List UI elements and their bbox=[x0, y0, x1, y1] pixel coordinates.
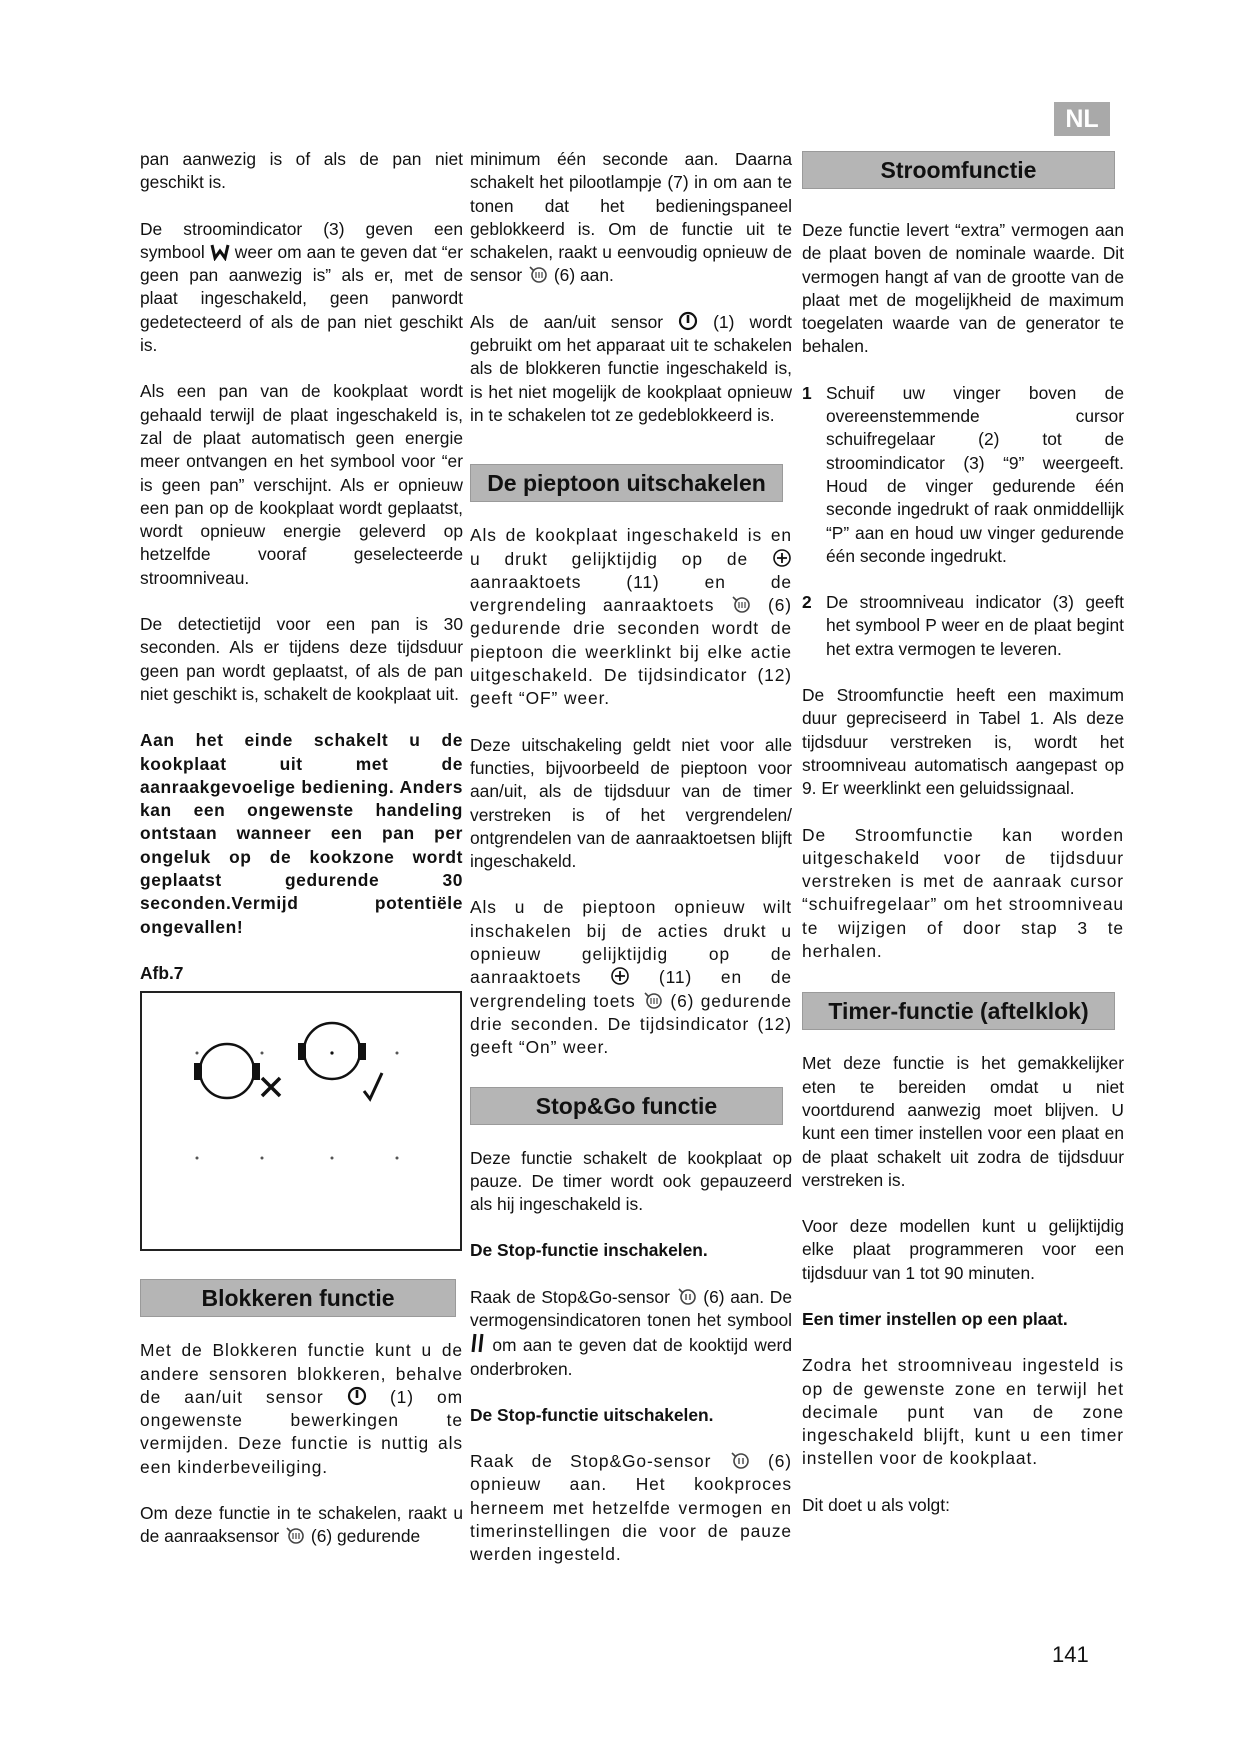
step-text: Schuif uw vinger boven de overeenstemmende cursor schuifregelaar (2) tot de stroomindicator (3) “9” weergeeft. Houd de vinger gedurende één seconde ingedrukt of raak onmiddellijk “P” aan en houd uw vinger gedurende één seconde ingedrukt. bbox=[826, 382, 1124, 566]
paragraph: De stroomindicator (3) geven een symbool weer om aan te geven dat “er geen pan aanwezig is” als er, met de plaat ingeschakeld, geen panwordt gedetecteerd of als de pan niet geschikt is. bbox=[140, 218, 463, 356]
paragraph: De detectietijd voor een pan is 30 seconden. Als er tijdens deze tijdsduur geen pan wordt geplaatst, of als de pan niet geschikt is, schakelt de kookplaat uit. bbox=[140, 614, 463, 704]
paragraph: De Stroomfunctie heeft een maximum duur gepreciseerd in Tabel 1. Als deze tijdsduur verstreken is, wordt het stroomniveau automatisch aangepast op 9. Er weerklinkt een geluidssignaal. bbox=[802, 685, 1124, 799]
lock-key-icon bbox=[730, 594, 752, 614]
paragraph: Om deze functie in te schakelen, raakt u de aanraaksensor (6) gedurende bbox=[140, 1502, 463, 1547]
subheading: Een timer instellen op een plaat. bbox=[802, 1308, 1068, 1329]
paragraph: Zodra het stroomniveau ingesteld is op de gewenste zone en terwijl het decimale punt van de zone ingeschakeld blijft, kunt u een timer instellen voor de kookplaat. bbox=[802, 1355, 1124, 1469]
paragraph: Deze functie schakelt de kookplaat op pauze. De timer wordt ook gepauzeerd als hij ingeschakeld is. bbox=[470, 1147, 792, 1215]
warning-paragraph: Aan het einde schakelt u de kookplaat uit met de aanraakgevoelige bediening. Anders kan een ongewenste handeling ontstaan wanneer een pan per ongeluk op de kookzone wordt geplaatst gedurende 30 seconden.Vermijd potentiële ongevallen! bbox=[140, 730, 463, 937]
paragraph: Als een pan van de kookplaat wordt gehaald terwijl de plaat ingeschakeld is, zal de plaat automatisch geen energie meer ontvangen en het symbool voor “er is geen pan” verschijnt. Als er opnieuw een pan op de kookplaat wordt geplaatst, wordt opnieuw energie geleverd op hetzelfde vooraf geselecteerde stroomniveau. bbox=[140, 381, 463, 588]
column-middle bbox=[470, 148, 792, 1590]
cross-icon bbox=[262, 1078, 280, 1096]
language-badge: NL bbox=[1054, 102, 1110, 136]
pause-symbol-icon bbox=[470, 1332, 486, 1354]
stop-go-icon bbox=[676, 1286, 698, 1306]
step-number: 2 bbox=[802, 592, 812, 613]
column-left bbox=[140, 148, 463, 1572]
paragraph: Dit doet u als volgt: bbox=[802, 1494, 950, 1515]
power-icon bbox=[347, 1386, 367, 1406]
figure-7-drawing bbox=[142, 993, 460, 1249]
stop-go-icon bbox=[729, 1450, 751, 1470]
paragraph: Als de aan/uit sensor (1) wordt gebruikt om het apparaat uit te schakelen als de blokkeren functie ingeschakeld is, is het niet mogelijk de kookplaat opnieuw in te schakelen tot ze gedeblokkeerd is. bbox=[470, 311, 792, 425]
lock-key-icon bbox=[642, 990, 664, 1010]
paragraph: De Stroomfunctie kan worden uitgeschakeld voor de tijdsduur verstreken is met de aanraak cursor “schuifregelaar” om het stroomniveau te wijzigen of door stap 3 te herhalen. bbox=[802, 824, 1124, 962]
paragraph: Deze functie levert “extra” vermogen aan de plaat boven de nominale waarde. Dit vermogen hangt af van de grootte van de plaat met de mogelijkheid de maximum toegelaten waarde van de generator te behalen. bbox=[802, 220, 1124, 357]
section-header-stop-go: Stop&Go functie bbox=[470, 1087, 783, 1125]
paragraph: Voor deze modellen kunt u gelijktijdig elke plaat programmeren voor een tijdsduur van 1 tot 90 minuten. bbox=[802, 1216, 1124, 1283]
step-2 bbox=[802, 591, 1124, 661]
subheading: De Stop-functie uitschakelen. bbox=[470, 1404, 714, 1425]
subheading: De Stop-functie inschakelen. bbox=[470, 1240, 708, 1261]
column-right bbox=[802, 148, 1124, 1540]
power-icon bbox=[678, 311, 698, 331]
step-text: De stroomniveau indicator (3) geeft het symbool P weer en de plaat begint het extra vermogen te leveren. bbox=[826, 592, 1124, 659]
step-1 bbox=[802, 382, 1124, 568]
plus-icon bbox=[610, 966, 630, 986]
paragraph: Raak de Stop&Go-sensor (6) aan. De vermogensindicatoren tonen het symbool om aan te geven dat de kooktijd werd onderbroken. bbox=[470, 1286, 793, 1379]
lock-key-icon bbox=[284, 1525, 306, 1545]
paragraph: pan aanwezig is of als de pan niet geschikt is. bbox=[140, 149, 463, 193]
pan-correct-icon bbox=[298, 1023, 366, 1079]
paragraph: Als de kookplaat ingeschakeld is en u drukt gelijktijdig op de aanraaktoets (11) en de vergrendeling aanraaktoets (6) gedurende drie seconden wordt de pieptoon die weerklinkt bij elke actie uitgeschakeld. De tijdsindicator (12) geeft “OF” weer. bbox=[470, 525, 793, 709]
check-icon bbox=[364, 1073, 382, 1099]
figure-label: Afb.7 bbox=[140, 962, 184, 983]
paragraph: Deze uitschakeling geldt niet voor alle functies, bijvoorbeeld de pieptoon voor aan/uit, als de tijdsduur van de timer verstreken is of het vergrendelen/ ontgrendelen van de aanraaktoetsen blijft ingeschakeld. bbox=[470, 734, 792, 872]
paragraph: Met deze functie is het gemakkelijker eten te bereiden omdat u niet voortdurend aanwezig moet blijven. U kunt een timer instellen voor een plaat en de plaat schakelt uit zodra de tijdsduur verstreken is. bbox=[802, 1053, 1124, 1190]
no-pan-symbol-icon bbox=[210, 243, 230, 261]
section-header-blokkeren: Blokkeren functie bbox=[140, 1279, 456, 1317]
lock-key-icon bbox=[527, 264, 549, 284]
figure-7 bbox=[140, 991, 462, 1251]
paragraph: Met de Blokkeren functie kunt u de andere sensoren blokkeren, behalve de aan/uit sensor (1) om ongewenste bewerkingen te vermijden. Deze functie is nuttig als een kinderbeveiliging. bbox=[140, 1340, 464, 1477]
paragraph: Raak de Stop&Go-sensor (6) opnieuw aan. Het kookproces herneem met hetzelfde vermogen en timerinstellingen die voor de pauze werden ingesteld. bbox=[470, 1451, 793, 1565]
section-header-timer: Timer-functie (aftelklok) bbox=[802, 992, 1115, 1030]
section-header-stroomfunctie: Stroomfunctie bbox=[802, 151, 1115, 189]
step-number: 1 bbox=[802, 382, 812, 403]
page-number: 141 bbox=[1052, 1642, 1089, 1667]
plus-icon bbox=[772, 548, 792, 568]
paragraph: Als u de pieptoon opnieuw wilt inschakelen bij de acties drukt u opnieuw gelijktijdig op de aanraaktoets (11) en de vergrendeling toets (6) gedurende drie seconden. De tijdsindicator (12) geeft “On” weer. bbox=[470, 897, 792, 1058]
pan-wrong-icon bbox=[194, 1044, 260, 1098]
section-header-pieptoon: De pieptoon uitschakelen bbox=[470, 464, 783, 502]
paragraph: minimum één seconde aan. Daarna schakelt het pilootlampje (7) in om aan te tonen dat het bedieningspaneel geblokkeerd is. Om de functie uit te schakelen, raakt u eenvoudig opnieuw de sensor (6) aan. bbox=[470, 149, 792, 286]
